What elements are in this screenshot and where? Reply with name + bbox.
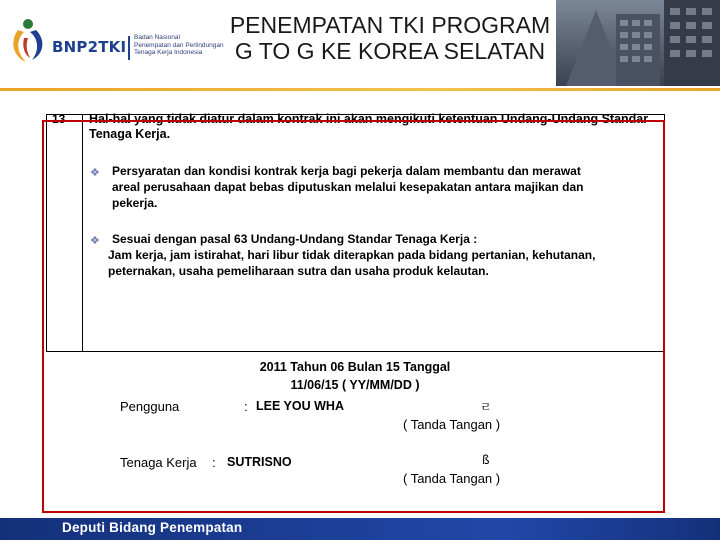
worker-signature-mark: ß: [482, 453, 490, 467]
worker-signature-caption: ( Tanda Tangan ): [403, 471, 501, 486]
paragraph-line: Persyaratan dan kondisi kontrak kerja bagi pekerja dalam membantu dan merawat: [112, 164, 581, 178]
paragraph-line: peternakan, usaha pemeliharaan sutra dan usaha produk kelautan.: [108, 264, 489, 278]
diamond-bullet-icon: ❖: [90, 167, 100, 179]
employer-label: Pengguna: [120, 399, 180, 414]
bnp2tki-logo: [8, 14, 224, 68]
page-title: [195, 12, 585, 64]
title-line: PENEMPATAN TKI PROGRAM: [229, 12, 551, 38]
logo-subtitle-line: Tenaga Kerja Indonesia: [134, 49, 203, 56]
paragraph-line: pekerja.: [112, 196, 158, 210]
employer-signature-caption: ( Tanda Tangan ): [403, 417, 501, 432]
worker-separator: :: [212, 455, 216, 470]
worker-name: SUTRISNO: [227, 455, 292, 469]
paragraph-line: Jam kerja, jam istirahat, hari libur tidak diterapkan pada bidang pertanian, kehutanan,: [108, 248, 596, 262]
footer-text: Deputi Bidang Penempatan: [62, 520, 243, 535]
logo-subtitle-line: Badan Nasional: [134, 34, 180, 41]
paragraph-line: Sesuai dengan pasal 63 Undang-Undang Standar Tenaga Kerja :: [112, 232, 478, 246]
clause-intro: Hal-hal yang tidak diatur dalam kontrak ini akan mengikuti ketentuan Undang-Undang Standar Tenaga Kerja.: [89, 112, 649, 141]
employer-separator: :: [244, 399, 248, 414]
logo-divider: [128, 36, 130, 60]
paragraph-line: areal perusahaan dapat bebas diputuskan melalui kesepakatan antara majikan dan: [112, 180, 584, 194]
highlight-frame: [42, 120, 665, 513]
date-line: 2011 Tahun 06 Bulan 15 Tanggal: [259, 360, 451, 374]
date-line: 11/06/15 ( YY/MM/DD ): [290, 378, 420, 392]
logo-emblem-icon: [8, 16, 52, 66]
logo-brand: BNP2TKI: [52, 38, 127, 56]
employer-signature-mark: ㄹ: [480, 400, 492, 414]
logo-subtitle-line: Penempatan dan Perlindungan: [134, 41, 224, 49]
header-divider: [0, 88, 720, 91]
diamond-bullet-icon: ❖: [90, 235, 100, 247]
employer-name: LEE YOU WHA: [256, 399, 344, 413]
row-number: 13: [52, 112, 66, 126]
building-photo: [556, 0, 720, 86]
title-line: G TO G KE KOREA SELATAN: [234, 38, 546, 64]
worker-label: Tenaga Kerja: [120, 455, 197, 470]
